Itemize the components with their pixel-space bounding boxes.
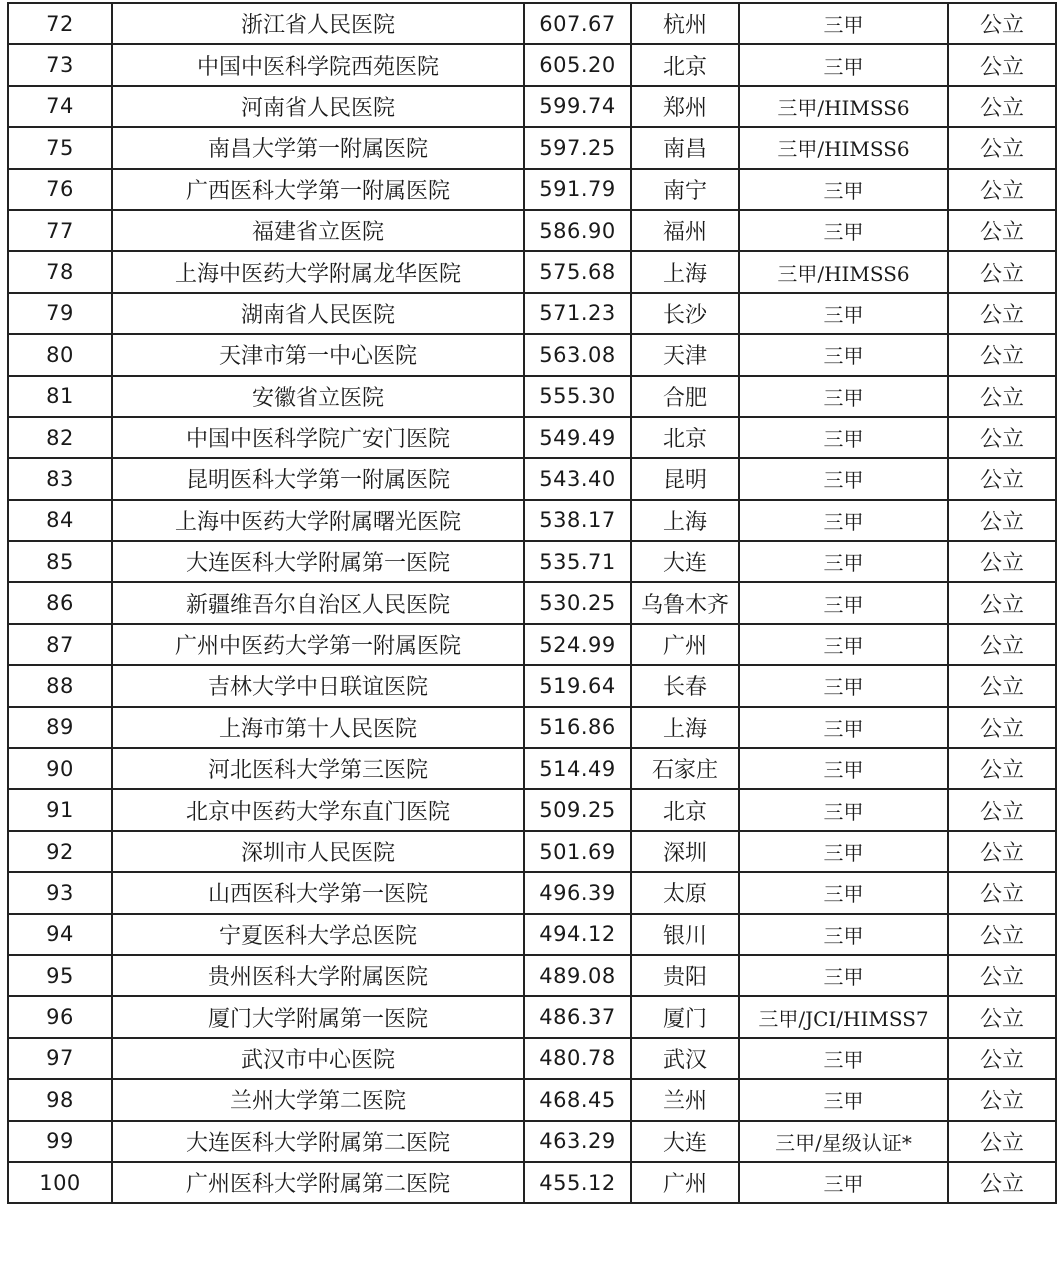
type-cell: 公立 xyxy=(948,1162,1056,1203)
type-cell: 公立 xyxy=(948,541,1056,582)
hospital-name: 新疆维吾尔自治区人民医院 xyxy=(112,582,524,623)
level-cell: 三甲 xyxy=(739,334,948,375)
table-row xyxy=(8,1079,1056,1120)
rank-cell: 73 xyxy=(8,44,112,85)
city-cell: 太原 xyxy=(631,872,739,913)
level-cell: 三甲 xyxy=(739,872,948,913)
city-cell: 上海 xyxy=(631,500,739,541)
type-cell: 公立 xyxy=(948,293,1056,334)
rank-cell: 90 xyxy=(8,748,112,789)
level-cell: 三甲 xyxy=(739,500,948,541)
table-row xyxy=(8,582,1056,623)
city-cell: 杭州 xyxy=(631,3,739,44)
score-cell: 516.86 xyxy=(524,707,631,748)
rank-cell: 75 xyxy=(8,127,112,168)
table-row xyxy=(8,44,1056,85)
rank-cell: 82 xyxy=(8,417,112,458)
table-row xyxy=(8,127,1056,168)
city-cell: 天津 xyxy=(631,334,739,375)
rank-cell: 93 xyxy=(8,872,112,913)
table-row xyxy=(8,334,1056,375)
score-cell: 535.71 xyxy=(524,541,631,582)
level-cell: 三甲 xyxy=(739,748,948,789)
score-cell: 468.45 xyxy=(524,1079,631,1120)
level-cell: 三甲/HIMSS6 xyxy=(739,127,948,168)
hospital-name: 中国中医科学院广安门医院 xyxy=(112,417,524,458)
city-cell: 厦门 xyxy=(631,996,739,1037)
rank-cell: 79 xyxy=(8,293,112,334)
hospital-name: 大连医科大学附属第二医院 xyxy=(112,1121,524,1162)
table-row xyxy=(8,789,1056,830)
table-row xyxy=(8,417,1056,458)
city-cell: 南昌 xyxy=(631,127,739,168)
city-cell: 上海 xyxy=(631,251,739,292)
level-cell: 三甲 xyxy=(739,582,948,623)
rank-cell: 74 xyxy=(8,86,112,127)
type-cell: 公立 xyxy=(948,3,1056,44)
score-cell: 530.25 xyxy=(524,582,631,623)
city-cell: 大连 xyxy=(631,541,739,582)
score-cell: 591.79 xyxy=(524,169,631,210)
city-cell: 上海 xyxy=(631,707,739,748)
type-cell: 公立 xyxy=(948,86,1056,127)
city-cell: 贵阳 xyxy=(631,955,739,996)
rank-cell: 88 xyxy=(8,665,112,706)
score-cell: 514.49 xyxy=(524,748,631,789)
table-row xyxy=(8,707,1056,748)
rank-cell: 99 xyxy=(8,1121,112,1162)
level-cell: 三甲 xyxy=(739,789,948,830)
level-cell: 三甲 xyxy=(739,1162,948,1203)
hospital-name: 广州中医药大学第一附属医院 xyxy=(112,624,524,665)
score-cell: 519.64 xyxy=(524,665,631,706)
city-cell: 武汉 xyxy=(631,1038,739,1079)
score-cell: 501.69 xyxy=(524,831,631,872)
hospital-name: 武汉市中心医院 xyxy=(112,1038,524,1079)
rank-cell: 84 xyxy=(8,500,112,541)
hospital-name: 浙江省人民医院 xyxy=(112,3,524,44)
type-cell: 公立 xyxy=(948,127,1056,168)
score-cell: 543.40 xyxy=(524,458,631,499)
hospital-name: 天津市第一中心医院 xyxy=(112,334,524,375)
level-cell: 三甲/JCI/HIMSS7 xyxy=(739,996,948,1037)
hospital-name: 河南省人民医院 xyxy=(112,86,524,127)
score-cell: 563.08 xyxy=(524,334,631,375)
table-row xyxy=(8,955,1056,996)
score-cell: 599.74 xyxy=(524,86,631,127)
level-cell: 三甲 xyxy=(739,955,948,996)
rank-cell: 91 xyxy=(8,789,112,830)
table-row xyxy=(8,210,1056,251)
level-cell: 三甲 xyxy=(739,707,948,748)
type-cell: 公立 xyxy=(948,914,1056,955)
hospital-name: 南昌大学第一附属医院 xyxy=(112,127,524,168)
city-cell: 石家庄 xyxy=(631,748,739,789)
rank-cell: 81 xyxy=(8,376,112,417)
score-cell: 455.12 xyxy=(524,1162,631,1203)
level-cell: 三甲 xyxy=(739,1038,948,1079)
type-cell: 公立 xyxy=(948,1079,1056,1120)
level-cell: 三甲 xyxy=(739,293,948,334)
rank-cell: 94 xyxy=(8,914,112,955)
type-cell: 公立 xyxy=(948,955,1056,996)
score-cell: 524.99 xyxy=(524,624,631,665)
rank-cell: 95 xyxy=(8,955,112,996)
city-cell: 乌鲁木齐 xyxy=(631,582,739,623)
level-cell: 三甲 xyxy=(739,44,948,85)
city-cell: 昆明 xyxy=(631,458,739,499)
score-cell: 486.37 xyxy=(524,996,631,1037)
table-row xyxy=(8,914,1056,955)
table-row xyxy=(8,3,1056,44)
type-cell: 公立 xyxy=(948,707,1056,748)
city-cell: 银川 xyxy=(631,914,739,955)
score-cell: 586.90 xyxy=(524,210,631,251)
score-cell: 509.25 xyxy=(524,789,631,830)
rank-cell: 85 xyxy=(8,541,112,582)
level-cell: 三甲 xyxy=(739,417,948,458)
level-cell: 三甲 xyxy=(739,1079,948,1120)
hospital-name: 厦门大学附属第一医院 xyxy=(112,996,524,1037)
score-cell: 480.78 xyxy=(524,1038,631,1079)
hospital-name: 福建省立医院 xyxy=(112,210,524,251)
score-cell: 607.67 xyxy=(524,3,631,44)
table-row xyxy=(8,1038,1056,1079)
type-cell: 公立 xyxy=(948,996,1056,1037)
level-cell: 三甲 xyxy=(739,914,948,955)
hospital-name: 上海市第十人民医院 xyxy=(112,707,524,748)
score-cell: 549.49 xyxy=(524,417,631,458)
score-cell: 605.20 xyxy=(524,44,631,85)
level-cell: 三甲/HIMSS6 xyxy=(739,86,948,127)
hospital-name: 大连医科大学附属第一医院 xyxy=(112,541,524,582)
city-cell: 广州 xyxy=(631,1162,739,1203)
city-cell: 深圳 xyxy=(631,831,739,872)
rank-cell: 78 xyxy=(8,251,112,292)
type-cell: 公立 xyxy=(948,376,1056,417)
type-cell: 公立 xyxy=(948,251,1056,292)
type-cell: 公立 xyxy=(948,1038,1056,1079)
table-row xyxy=(8,831,1056,872)
type-cell: 公立 xyxy=(948,872,1056,913)
type-cell: 公立 xyxy=(948,169,1056,210)
table-row xyxy=(8,665,1056,706)
type-cell: 公立 xyxy=(948,210,1056,251)
level-cell: 三甲 xyxy=(739,376,948,417)
hospital-name: 宁夏医科大学总医院 xyxy=(112,914,524,955)
table-row xyxy=(8,251,1056,292)
type-cell: 公立 xyxy=(948,789,1056,830)
score-cell: 555.30 xyxy=(524,376,631,417)
rank-cell: 96 xyxy=(8,996,112,1037)
table-row xyxy=(8,169,1056,210)
type-cell: 公立 xyxy=(948,582,1056,623)
hospital-name: 兰州大学第二医院 xyxy=(112,1079,524,1120)
city-cell: 北京 xyxy=(631,417,739,458)
rank-cell: 83 xyxy=(8,458,112,499)
city-cell: 郑州 xyxy=(631,86,739,127)
table-row xyxy=(8,541,1056,582)
type-cell: 公立 xyxy=(948,500,1056,541)
level-cell: 三甲 xyxy=(739,169,948,210)
level-cell: 三甲 xyxy=(739,210,948,251)
rank-cell: 80 xyxy=(8,334,112,375)
rank-cell: 86 xyxy=(8,582,112,623)
score-cell: 571.23 xyxy=(524,293,631,334)
level-cell: 三甲 xyxy=(739,3,948,44)
table-row xyxy=(8,748,1056,789)
score-cell: 496.39 xyxy=(524,872,631,913)
city-cell: 南宁 xyxy=(631,169,739,210)
table-row xyxy=(8,996,1056,1037)
hospital-name: 上海中医药大学附属曙光医院 xyxy=(112,500,524,541)
type-cell: 公立 xyxy=(948,665,1056,706)
rank-cell: 77 xyxy=(8,210,112,251)
type-cell: 公立 xyxy=(948,624,1056,665)
hospital-name: 深圳市人民医院 xyxy=(112,831,524,872)
table-row xyxy=(8,458,1056,499)
type-cell: 公立 xyxy=(948,748,1056,789)
level-cell: 三甲 xyxy=(739,665,948,706)
type-cell: 公立 xyxy=(948,334,1056,375)
score-cell: 538.17 xyxy=(524,500,631,541)
hospital-name: 昆明医科大学第一附属医院 xyxy=(112,458,524,499)
city-cell: 北京 xyxy=(631,44,739,85)
rank-cell: 87 xyxy=(8,624,112,665)
hospital-name: 北京中医药大学东直门医院 xyxy=(112,789,524,830)
table-row xyxy=(8,1162,1056,1203)
city-cell: 合肥 xyxy=(631,376,739,417)
rank-cell: 92 xyxy=(8,831,112,872)
rank-cell: 76 xyxy=(8,169,112,210)
table-row xyxy=(8,86,1056,127)
city-cell: 福州 xyxy=(631,210,739,251)
level-cell: 三甲 xyxy=(739,624,948,665)
table-body xyxy=(8,3,1056,1203)
city-cell: 大连 xyxy=(631,1121,739,1162)
hospital-name: 中国中医科学院西苑医院 xyxy=(112,44,524,85)
level-cell: 三甲 xyxy=(739,458,948,499)
rank-cell: 98 xyxy=(8,1079,112,1120)
level-cell: 三甲 xyxy=(739,541,948,582)
city-cell: 兰州 xyxy=(631,1079,739,1120)
level-cell: 三甲 xyxy=(739,831,948,872)
score-cell: 489.08 xyxy=(524,955,631,996)
type-cell: 公立 xyxy=(948,458,1056,499)
rank-cell: 100 xyxy=(8,1162,112,1203)
hospital-name: 广西医科大学第一附属医院 xyxy=(112,169,524,210)
table-row xyxy=(8,872,1056,913)
score-cell: 494.12 xyxy=(524,914,631,955)
type-cell: 公立 xyxy=(948,44,1056,85)
hospital-name: 广州医科大学附属第二医院 xyxy=(112,1162,524,1203)
type-cell: 公立 xyxy=(948,417,1056,458)
city-cell: 北京 xyxy=(631,789,739,830)
score-cell: 463.29 xyxy=(524,1121,631,1162)
table-row xyxy=(8,1121,1056,1162)
table-row xyxy=(8,500,1056,541)
table-row xyxy=(8,293,1056,334)
hospital-name: 贵州医科大学附属医院 xyxy=(112,955,524,996)
hospital-name: 湖南省人民医院 xyxy=(112,293,524,334)
score-cell: 597.25 xyxy=(524,127,631,168)
city-cell: 长春 xyxy=(631,665,739,706)
rank-cell: 89 xyxy=(8,707,112,748)
type-cell: 公立 xyxy=(948,831,1056,872)
table-row xyxy=(8,376,1056,417)
rank-cell: 97 xyxy=(8,1038,112,1079)
level-cell: 三甲/HIMSS6 xyxy=(739,251,948,292)
city-cell: 广州 xyxy=(631,624,739,665)
type-cell: 公立 xyxy=(948,1121,1056,1162)
table-row xyxy=(8,624,1056,665)
score-cell: 575.68 xyxy=(524,251,631,292)
hospital-ranking-table xyxy=(7,2,1057,1204)
city-cell: 长沙 xyxy=(631,293,739,334)
rank-cell: 72 xyxy=(8,3,112,44)
hospital-name: 河北医科大学第三医院 xyxy=(112,748,524,789)
level-cell: 三甲/星级认证* xyxy=(739,1121,948,1162)
hospital-name: 山西医科大学第一医院 xyxy=(112,872,524,913)
hospital-name: 安徽省立医院 xyxy=(112,376,524,417)
hospital-name: 上海中医药大学附属龙华医院 xyxy=(112,251,524,292)
hospital-name: 吉林大学中日联谊医院 xyxy=(112,665,524,706)
